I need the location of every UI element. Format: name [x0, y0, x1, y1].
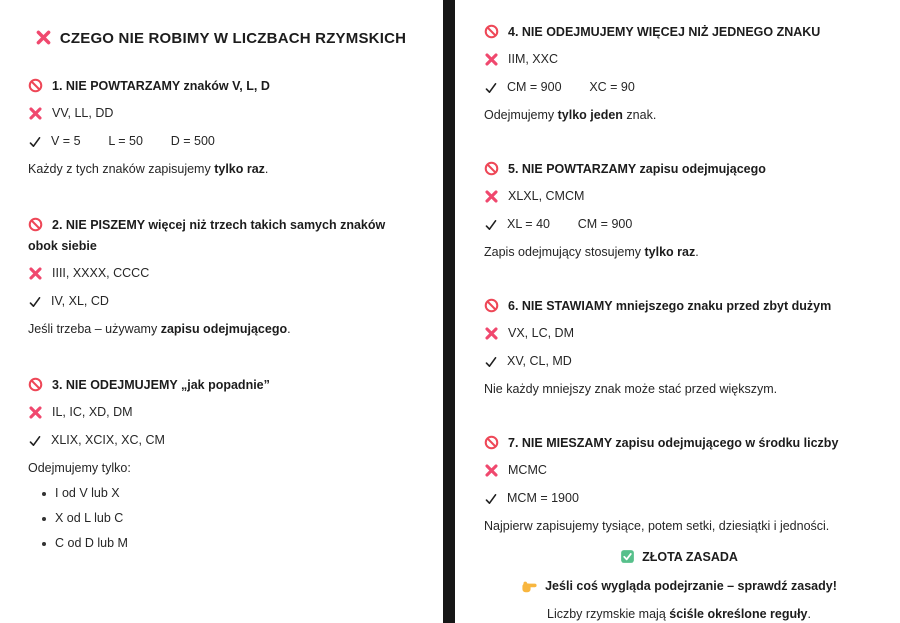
rule-heading	[28, 76, 413, 97]
cross-mark-icon	[484, 463, 499, 478]
correct-examples-line	[484, 215, 874, 234]
cross-mark-icon	[28, 266, 43, 281]
page-title	[28, 28, 413, 50]
note-text: Najpierw zapisujemy tysiące, potem setki, dziesiątki i jedności.	[484, 519, 830, 533]
correct-examples-line	[28, 292, 413, 311]
correct-examples: XL = 40 CM = 900	[507, 217, 633, 231]
subtraction-rules-list	[42, 484, 413, 552]
page-title-text: CZEGO NIE ROBIMY W LICZBACH RZYMSKICH	[59, 30, 407, 47]
cross-mark-icon	[484, 189, 499, 204]
prohibited-icon	[28, 377, 43, 392]
rule-note	[28, 459, 413, 478]
check-mark-icon	[484, 355, 498, 369]
wrong-examples: VV, LL, DD	[52, 106, 114, 120]
check-mark-icon	[484, 81, 498, 95]
wrong-examples-line	[484, 50, 874, 69]
rule-section-1	[28, 76, 413, 179]
column-divider	[443, 0, 455, 623]
rule-heading	[484, 22, 874, 43]
correct-examples-line	[484, 489, 874, 508]
rule-note	[484, 380, 874, 399]
rule-section-2	[28, 215, 413, 339]
prohibited-icon	[484, 435, 499, 450]
rule-section-4	[484, 22, 874, 125]
golden-rule-title: ZŁOTA ZASADA	[642, 550, 738, 564]
closing-bold-text: ściśle określone reguły	[669, 607, 808, 621]
wrong-examples-line	[28, 403, 413, 422]
wrong-examples-line	[484, 461, 874, 480]
prohibited-icon	[484, 298, 499, 313]
rule-heading	[28, 215, 413, 257]
correct-examples-line	[28, 431, 413, 450]
golden-rule-heading	[484, 548, 874, 567]
rule-heading-text: 4. NIE ODEJMUJEMY WIĘCEJ NIŻ JEDNEGO ZNAKU	[508, 25, 821, 39]
note-text: Jeśli trzeba – używamy	[28, 322, 161, 336]
right-column	[455, 0, 900, 623]
wrong-examples-line	[484, 324, 874, 343]
note-text: Nie każdy mniejszy znak może stać przed większym.	[484, 382, 778, 396]
rule-section-3	[28, 375, 413, 552]
prohibited-icon	[28, 78, 43, 93]
correct-examples-line	[28, 132, 413, 151]
correct-examples: CM = 900 XC = 90	[507, 80, 635, 94]
list-item: C od D lub M	[42, 534, 413, 552]
note-text: Odejmujemy	[484, 108, 558, 122]
cross-mark-icon	[35, 29, 52, 46]
note-bold-text: tylko jeden	[557, 108, 623, 122]
list-item: X od L lub C	[42, 509, 413, 527]
note-text: Każdy z tych znaków zapisujemy	[28, 162, 215, 176]
rule-note	[484, 243, 874, 262]
note-text: .	[264, 162, 269, 176]
tip-text: Jeśli coś wygląda podejrzanie – sprawdź zasady!	[545, 579, 837, 593]
rule-section-6	[484, 296, 874, 399]
rule-note	[484, 106, 874, 125]
wrong-examples-line	[484, 187, 874, 206]
check-mark-icon	[28, 135, 42, 149]
prohibited-icon	[484, 24, 499, 39]
rule-note	[28, 320, 413, 339]
rule-heading	[484, 433, 874, 454]
wrong-examples: XLXL, CMCM	[508, 189, 585, 203]
green-check-box-icon	[620, 549, 635, 564]
note-text: Odejmujemy tylko:	[28, 461, 131, 475]
check-mark-icon	[28, 295, 42, 309]
closing-text: .	[807, 607, 811, 621]
cross-mark-icon	[484, 52, 499, 67]
note-text: .	[695, 245, 699, 259]
correct-examples: MCM = 1900	[507, 491, 579, 505]
rule-heading	[28, 375, 413, 396]
rule-heading-text: 6. NIE STAWIAMY mniejszego znaku przed zbyt dużym	[508, 299, 832, 313]
rule-heading	[484, 296, 874, 317]
wrong-examples-line	[28, 104, 413, 123]
left-column	[0, 0, 443, 559]
check-mark-icon	[484, 492, 498, 506]
correct-examples-line	[484, 78, 874, 97]
rule-note	[484, 517, 874, 536]
wrong-examples: IIM, XXC	[508, 52, 559, 66]
closing-text: Liczby rzymskie mają	[547, 607, 670, 621]
wrong-examples: IIII, XXXX, CCCC	[52, 266, 150, 280]
check-mark-icon	[28, 434, 42, 448]
wrong-examples: IL, IC, XD, DM	[52, 405, 133, 419]
correct-examples-line	[484, 352, 874, 371]
rule-note	[28, 160, 413, 179]
rule-heading	[484, 159, 874, 180]
correct-examples: XV, CL, MD	[507, 354, 572, 368]
note-text: Zapis odejmujący stosujemy	[484, 245, 645, 259]
rule-heading-text: 3. NIE ODEJMUJEMY „jak popadnie”	[52, 378, 270, 392]
rule-section-7	[484, 433, 874, 536]
rule-heading-text: 2. NIE PISZEMY więcej niż trzech takich samych znaków obok siebie	[28, 218, 386, 253]
check-mark-icon	[484, 218, 498, 232]
rule-heading-text: 5. NIE POWTARZAMY zapisu odejmującego	[508, 162, 766, 176]
rule-heading-text: 1. NIE POWTARZAMY znaków V, L, D	[52, 79, 270, 93]
rule-section-5	[484, 159, 874, 262]
cross-mark-icon	[484, 326, 499, 341]
correct-examples: XLIX, XCIX, XC, CM	[51, 433, 165, 447]
prohibited-icon	[484, 161, 499, 176]
prohibited-icon	[28, 217, 43, 232]
wrong-examples-line	[28, 264, 413, 283]
note-bold-text: tylko raz	[644, 245, 696, 259]
pointing-right-hand-icon	[521, 577, 538, 594]
wrong-examples: VX, LC, DM	[508, 326, 574, 340]
correct-examples: V = 5 L = 50 D = 500	[51, 134, 215, 148]
correct-examples: IV, XL, CD	[51, 294, 109, 308]
closing-note	[484, 605, 874, 623]
note-bold-text: zapisu odejmującego	[160, 322, 288, 336]
note-text: znak.	[622, 108, 657, 122]
note-text: .	[287, 322, 291, 336]
rule-heading-text: 7. NIE MIESZAMY zapisu odejmującego w środku liczby	[508, 436, 839, 450]
note-bold-text: tylko raz	[214, 162, 265, 176]
cross-mark-icon	[28, 405, 43, 420]
golden-rule-tip	[484, 577, 874, 596]
cross-mark-icon	[28, 106, 43, 121]
wrong-examples: MCMC	[508, 463, 547, 477]
list-item: I od V lub X	[42, 484, 413, 502]
